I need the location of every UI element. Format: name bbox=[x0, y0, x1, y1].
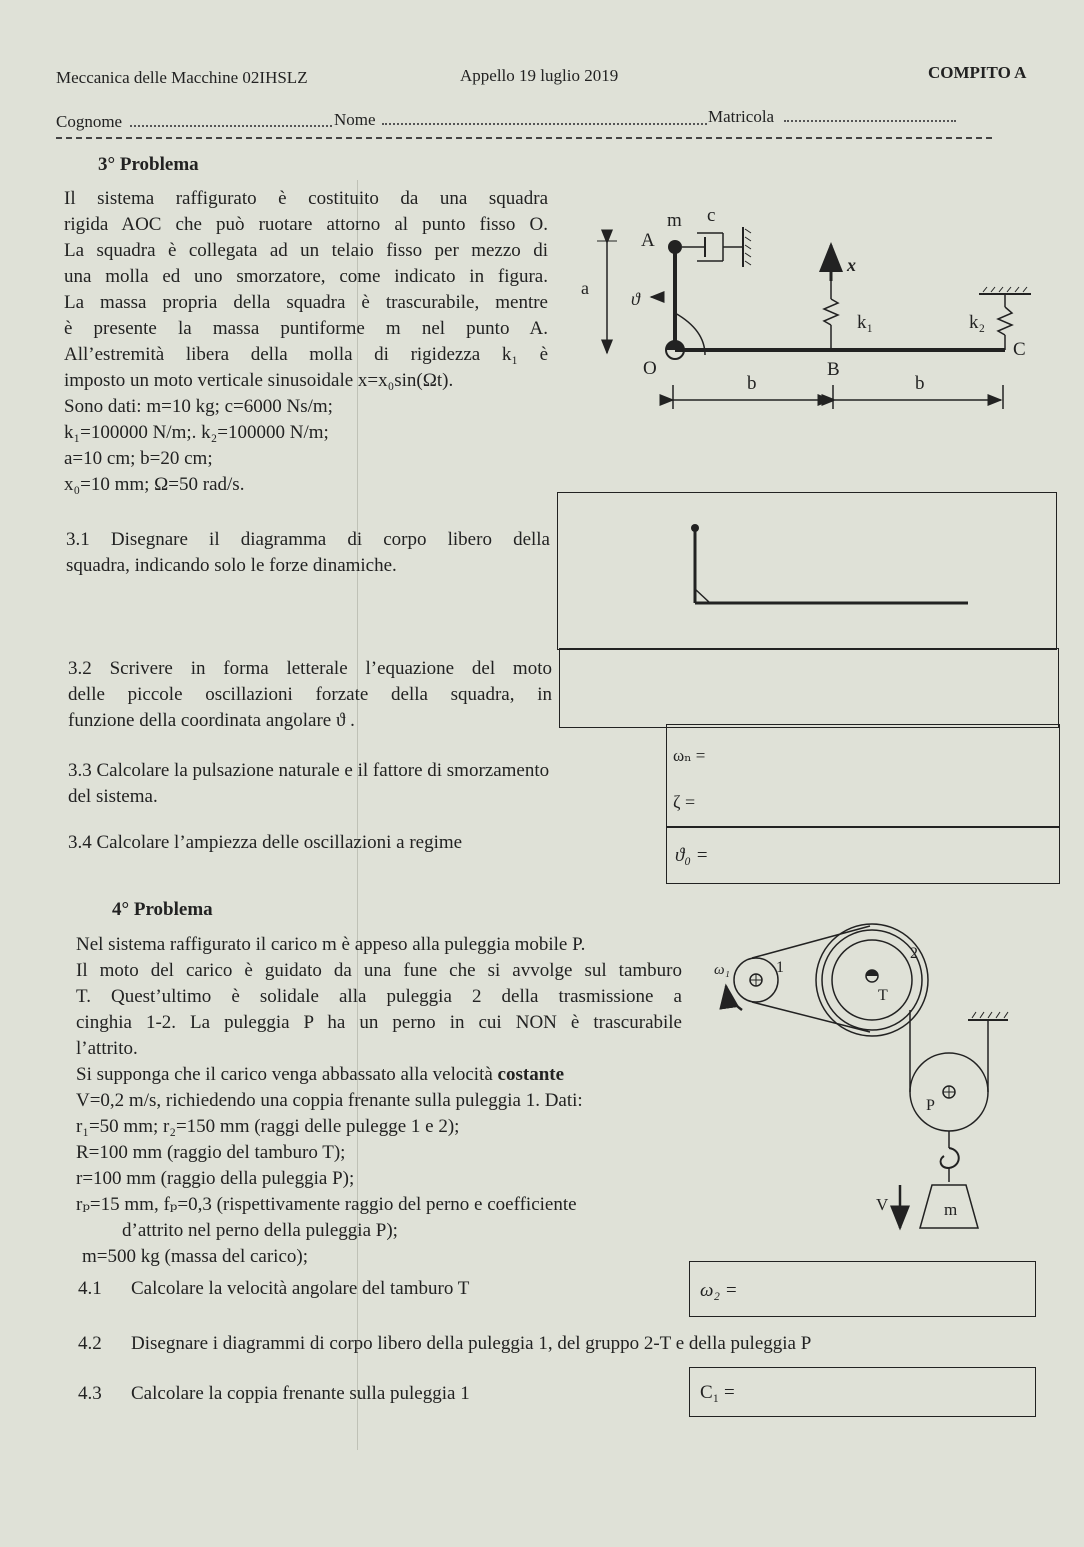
exam-version: COMPITO A bbox=[928, 63, 1027, 82]
w1-arrow bbox=[726, 986, 742, 1010]
q4-1-num: 4.1 bbox=[78, 1278, 102, 1299]
label-x: x bbox=[847, 255, 856, 275]
course-title: Meccanica delle Macchine 02IHSLZ bbox=[56, 68, 308, 87]
p4-data-line: R=100 mm (raggio del tamburo T); bbox=[76, 1142, 346, 1163]
fbd-square-sketch bbox=[558, 493, 1058, 651]
q3-3-line: del sistema. bbox=[68, 786, 158, 807]
p4-line: V=0,2 m/s, richiedendo una coppia frenante sulla puleggia 1. Dati: bbox=[76, 1090, 583, 1111]
p4-assume-line bbox=[76, 1062, 682, 1088]
p3-data-line: k₁=100000 N/m;. k₂=100000 N/m; bbox=[64, 422, 329, 443]
problem4-figure bbox=[700, 920, 1040, 1240]
p3-line: rigida AOC che può ruotare attorno al punto fisso O. bbox=[64, 214, 548, 235]
label-w1: ω₁ bbox=[714, 962, 730, 978]
label-c: c bbox=[707, 205, 716, 226]
theta0-answer-box[interactable] bbox=[666, 826, 1060, 884]
label-load-m: m bbox=[944, 1200, 958, 1219]
label-1: 1 bbox=[776, 959, 784, 976]
p4-line: l’attrito. bbox=[76, 1038, 138, 1059]
exam-date: Appello 19 luglio 2019 bbox=[460, 66, 619, 85]
p3-line: La massa propria della squadra è trascurabile, mentre bbox=[64, 292, 548, 313]
label-B: B bbox=[827, 359, 840, 380]
drum-T bbox=[832, 940, 912, 1020]
label-m: m bbox=[667, 210, 682, 231]
w2-label: ω₂ = bbox=[700, 1280, 738, 1301]
label-b1: b bbox=[747, 373, 757, 394]
p4-line: cinghia 1-2. La puleggia P ha un perno in cui NON è trascurabile bbox=[76, 1012, 682, 1033]
label-O: O bbox=[643, 358, 657, 379]
problem4-text bbox=[76, 932, 682, 1270]
wn-label: ωₙ = bbox=[673, 746, 706, 765]
p4-assume-bold: costante bbox=[497, 1064, 565, 1085]
header-divider bbox=[56, 137, 992, 139]
q4-3: Calcolare la coppia frenante sulla puleggia 1 bbox=[131, 1383, 470, 1404]
p3-line: una molla ed uno smorzatore, come indicato in figura. bbox=[64, 266, 548, 287]
q3-2-line: 3.2 Scrivere in forma letterale l’equazione del moto bbox=[68, 658, 552, 679]
belt-top bbox=[752, 926, 870, 958]
p3-line: è presente la massa puntiforme m nel punto A. bbox=[64, 318, 548, 339]
label-k1: k₁ bbox=[857, 312, 874, 333]
q3-2-line: delle piccole oscillazioni forzate della squadra, in bbox=[68, 684, 552, 705]
q3-3-line: 3.3 Calcolare la pulsazione naturale e il fattore di smorzamento bbox=[68, 760, 550, 781]
p4-line: Il moto del carico è guidato da una fune che si avvolge sul tamburo bbox=[76, 960, 682, 981]
mass-point bbox=[668, 240, 682, 254]
surname-label: Cognome bbox=[56, 112, 123, 131]
problem4-title: 4° Problema bbox=[112, 899, 213, 920]
label-A: A bbox=[641, 230, 655, 251]
id-field[interactable] bbox=[784, 120, 956, 122]
c1-answer-box[interactable] bbox=[689, 1367, 1036, 1417]
p4-data-line: rₚ=15 mm, fₚ=0,3 (rispettivamente raggio del perno e coefficiente bbox=[76, 1194, 577, 1215]
hook bbox=[941, 1148, 959, 1168]
belt-bottom bbox=[752, 1002, 870, 1032]
spring-k1 bbox=[824, 299, 838, 325]
p3-data-line: a=10 cm; b=20 cm; bbox=[64, 448, 213, 469]
problem3-text bbox=[64, 186, 548, 498]
p4-data-line: m=500 kg (massa del carico); bbox=[82, 1246, 308, 1267]
label-theta: ϑ bbox=[631, 289, 640, 309]
id-label: Matricola bbox=[708, 107, 775, 126]
p4-assume-pre: Si supponga che il carico venga abbassato alla velocità bbox=[76, 1064, 498, 1085]
q3-2-line: funzione della coordinata angolare ϑ . bbox=[68, 710, 355, 731]
p4-line: Nel sistema raffigurato il carico m è appeso alla puleggia mobile P. bbox=[76, 934, 586, 955]
label-a: a bbox=[581, 278, 589, 298]
p4-data-line: r=100 mm (raggio della puleggia P); bbox=[76, 1168, 355, 1189]
pulley-2 bbox=[816, 924, 928, 1036]
name-label: Nome bbox=[334, 110, 376, 129]
p3-line: imposto un moto verticale sinusoidale x=x₀sin(Ωt). bbox=[64, 370, 454, 391]
q3-4: 3.4 Calcolare l’ampiezza delle oscillazioni a regime bbox=[68, 832, 463, 853]
label-k2: k₂ bbox=[969, 312, 986, 333]
equation-answer-box[interactable] bbox=[559, 648, 1059, 728]
q3-1 bbox=[66, 527, 550, 579]
p3-data-line: Sono dati: m=10 kg; c=6000 Ns/m; bbox=[64, 396, 333, 417]
name-field[interactable] bbox=[382, 123, 707, 125]
q3-2 bbox=[68, 656, 552, 734]
wn-zeta-answer-box[interactable] bbox=[666, 724, 1060, 828]
p3-data-line: x₀=10 mm; Ω=50 rad/s. bbox=[64, 474, 245, 495]
label-T: T bbox=[878, 987, 888, 1004]
problem3-title: 3° Problema bbox=[98, 154, 199, 175]
label-2: 2 bbox=[910, 945, 918, 962]
p4-line: T. Quest’ultimo è solidale alla puleggia 2 della trasmissione a bbox=[76, 986, 682, 1007]
fbd-answer-box[interactable] bbox=[557, 492, 1057, 650]
q4-2: Disegnare i diagrammi di corpo libero della puleggia 1, del gruppo 2-T e della puleggia P bbox=[131, 1333, 812, 1354]
label-V: V bbox=[876, 1195, 889, 1214]
p3-line: All’estremità libera della molla di rigidezza k₁ è bbox=[64, 344, 548, 365]
label-b2: b bbox=[915, 373, 925, 394]
c1-label: C₁ = bbox=[700, 1382, 735, 1403]
surname-field[interactable] bbox=[130, 125, 332, 127]
label-C: C bbox=[1013, 339, 1026, 360]
q3-1-line: 3.1 Disegnare il diagramma di corpo libero della bbox=[66, 529, 550, 550]
zeta-label: ζ = bbox=[673, 792, 696, 812]
label-P: P bbox=[926, 1097, 935, 1114]
spring-k2 bbox=[998, 307, 1012, 335]
q4-3-num: 4.3 bbox=[78, 1383, 102, 1404]
q3-1-line: squadra, indicando solo le forze dinamiche. bbox=[66, 555, 397, 576]
p3-line: La squadra è collegata ad un telaio fisso per mezzo di bbox=[64, 240, 548, 261]
problem3-figure bbox=[565, 195, 1045, 425]
p4-data-line: r₁=50 mm; r₂=150 mm (raggi delle pulegge 1 e 2); bbox=[76, 1116, 460, 1137]
q4-2-num: 4.2 bbox=[78, 1333, 102, 1354]
p3-line: Il sistema raffigurato è costituito da una squadra bbox=[64, 188, 548, 209]
p4-data-line: d’attrito nel perno della puleggia P); bbox=[122, 1220, 398, 1241]
w2-answer-box[interactable] bbox=[689, 1261, 1036, 1317]
q4-1: Calcolare la velocità angolare del tamburo T bbox=[131, 1278, 470, 1299]
theta0-label: ϑ₀ = bbox=[675, 845, 709, 866]
q3-3 bbox=[68, 758, 668, 810]
